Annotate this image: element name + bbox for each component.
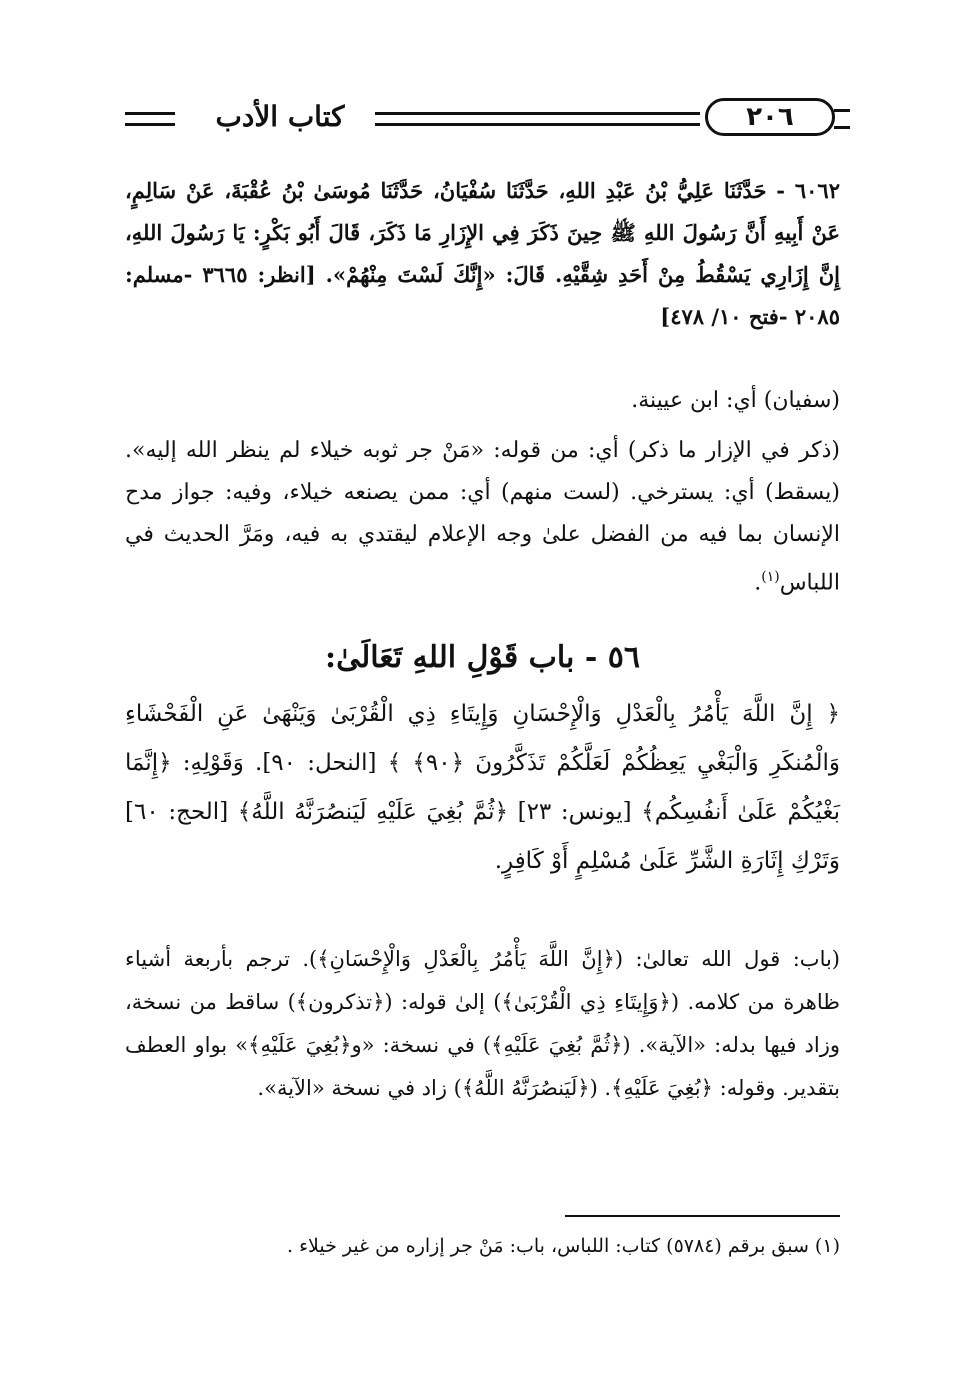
commentary-sufyan: (سفيان) أي: ابن عيينة. <box>631 388 840 413</box>
page-number: ٢٠٦ <box>705 98 835 136</box>
header-rule <box>375 112 700 126</box>
header-rule-short <box>125 112 175 126</box>
quran-verse: ﴿ إِنَّ اللَّهَ يَأْمُرُ بِالْعَدْلِ وَالْإِحْسَانِ وَإِيتَاءِ ذِي الْقُرْبَىٰ وَيَنْهَىٰ عَنِ الْفَحْشَاءِ وَالْمُنكَرِ وَالْبَغْيِ يَعِظُكُمْ لَعَلَّكُمْ تَذَكَّرُونَ ﴿٩٠﴾ ﴾ [النحل: ٩٠]. وَقَوْلِهِ: ﴿إِنَّمَا بَغْيُكُمْ عَلَىٰ أَنفُسِكُم﴾ [يونس: ٢٣] ﴿ثُمَّ بُغِيَ عَلَيْهِ لَيَنصُرَنَّهُ اللَّهُ﴾ [الحج: ٦٠] وَتَرْكِ إِثَارَةِ الشَّرِّ عَلَىٰ مُسْلِمٍ أَوْ كَافِرٍ. <box>125 701 840 874</box>
commentary-izar-text: (ذكر في الإزار ما ذكر) أي: من قوله: «مَنْ جر ثوبه خيلاء لم ينظر الله إليه». (يسقط) أي: يسترخي. (لست منهم) أي: ممن يصنعه خيلاء، وفيه: جواز مدح الإنسان بما فيه من الفضل علىٰ وجه الإعلام ليقتدي به فيه، ومَرَّ الحديث في اللباس <box>125 438 840 596</box>
footnote-divider <box>565 1215 840 1217</box>
page-header <box>125 98 835 138</box>
book-title: كتاب الأدب <box>215 100 345 133</box>
commentary-izar <box>125 430 840 604</box>
chapter-heading: ٥٦ - باب قَوْلِ اللهِ تَعَالَىٰ: <box>325 640 640 675</box>
commentary-bab: (باب: قول الله تعالىٰ: (﴿إِنَّ اللَّهَ يَأْمُرُ بِالْعَدْلِ وَالْإِحْسَانِ﴾). ترجم بأربعة أشياء ظاهرة من كلامه. (﴿وَإِيتَاءِ ذِي الْقُرْبَىٰ﴾) إلىٰ قوله: (﴿تذكرون﴾) ساقط من نسخة، وزاد فيها بدله: «الآية». (﴿ثُمَّ بُغِيَ عَلَيْهِ﴾) في نسخة: «و﴿بُغِيَ عَلَيْهِ﴾» بواو العطف بتقدير. وقوله: ﴿بُغِيَ عَلَيْهِ﴾. (﴿لَيَنصُرَنَّهُ اللَّهُ﴾) زاد في نسخة «الآية». <box>125 947 840 1100</box>
hadith-text: ٦٠٦٢ - حَدَّثَنَا عَلِيُّ بْنُ عَبْدِ اللهِ، حَدَّثَنَا سُفْيَانُ، حَدَّثَنَا مُوسَىٰ بْنُ عُقْبَةَ، عَنْ سَالِمٍ، عَنْ أَبِيهِ أَنَّ رَسُولَ اللهِ ﷺ حِينَ ذَكَرَ فِي الإِزَارِ مَا ذَكَرَ، قَالَ أَبُو بَكْرٍ: يَا رَسُولَ اللهِ، إِنَّ إِزَارِي يَسْقُطُ مِنْ أَحَدِ شِقَّيْهِ. قَالَ: «إِنَّكَ لَسْتَ مِنْهُمْ». [انظر: ٣٦٦٥ -مسلم: ٢٠٨٥ -فتح ١٠/ ٤٧٨] <box>125 178 840 329</box>
footnote: (١) سبق برقم (٥٧٨٤) كتاب: اللباس، باب: مَنْ جر إزاره من غير خيلاء . <box>287 1235 840 1257</box>
footnote-marker[interactable]: (١) <box>761 569 780 585</box>
commentary-izar-end: . <box>754 570 762 596</box>
